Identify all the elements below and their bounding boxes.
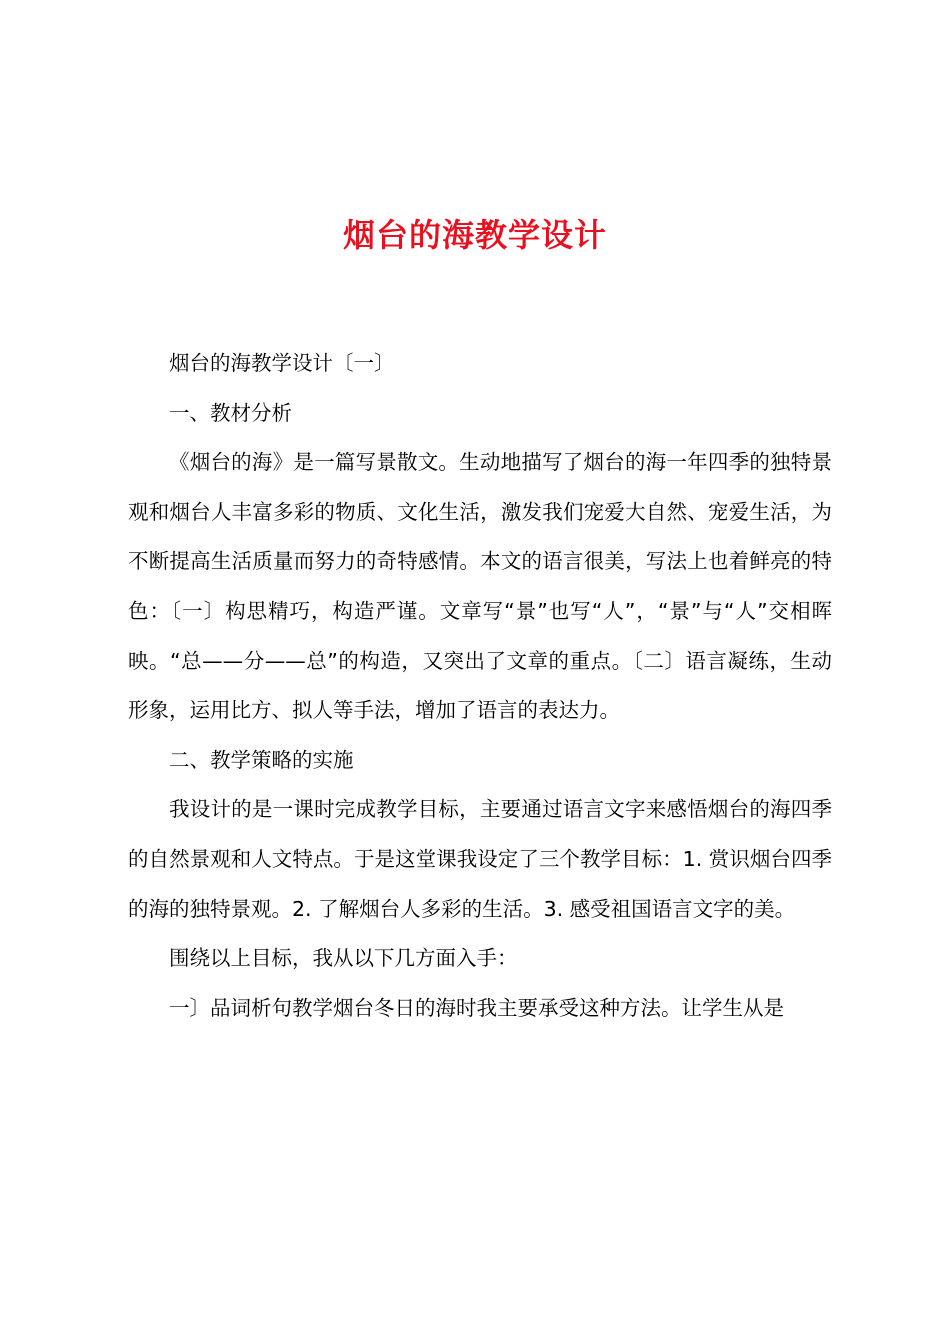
heading-teaching-strategy: 二、教学策略的实施 [169, 747, 354, 772]
paragraph-approach-intro: 围绕以上目标，我从以下几方面入手： [169, 946, 518, 971]
paragraph-analysis: 《烟台的海》是一篇写景散文。生动地描写了烟台的海一年四季的独特景观和烟台人丰富多彩的物质、文化生活，激发我们宠爱大自然、宠爱生活，为不断提高生活质量而努力的奇特感情。本文的语言很美，写法上也着鲜亮的特色：〔一〕构思精巧，构造严谨。文章写“景”也写“人”，“景”与“人”交相晖映。“总——分——总”的构造，又突出了文章的重点。〔二〕语言凝练，生动形象，运用比方、拟人等手法，增加了语言的表达力。 [128, 450, 832, 723]
document-body [128, 339, 832, 1033]
paragraph-teaching-goals: 我设计的是一课时完成教学目标，主要通过语言文字来感悟烟台的海四季的自然景观和人文特点。于是这堂课我设定了三个教学目标：1. 赏识烟台四季的海的独特景观。2. 了解烟台人多彩的生活。3. 感受祖国语言文字的美。 [128, 797, 832, 921]
paragraph-method-one: 一〕品词析句教学烟台冬日的海时我主要承受这种方法。让学生从是 [169, 995, 784, 1020]
section-subtitle: 烟台的海教学设计〔一〕 [169, 351, 395, 375]
document-title: 烟台的海教学设计 [342, 216, 607, 254]
heading-textbook-analysis: 一、教材分析 [169, 400, 292, 425]
